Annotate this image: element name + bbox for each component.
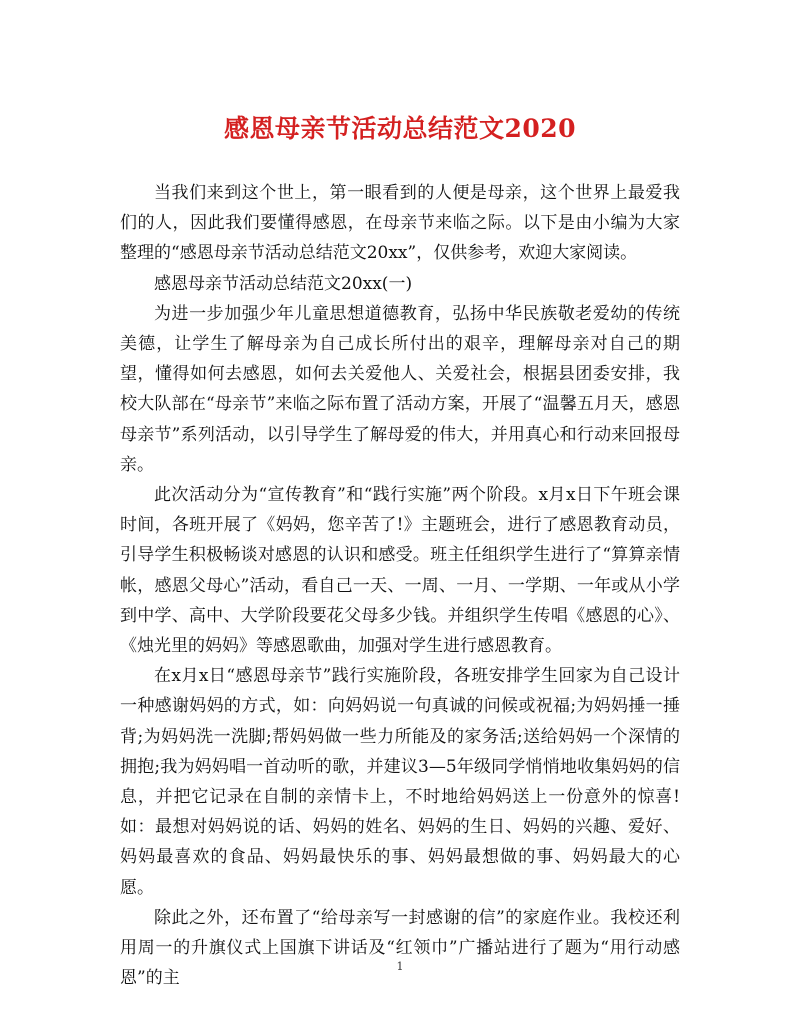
paragraph-practice: 在x月x日“感恩母亲节”践行实施阶段，各班安排学生回家为自己设计一种感谢妈妈的方式，如：向妈妈说一句真诚的问候或祝福;为妈妈捶一捶背;为妈妈洗一洗脚;帮妈妈做一些力所能及的家务活;送给妈妈一个深情的拥抱;我为妈妈唱一首动听的歌，并建议3—5年级同学悄悄地收集妈妈的信息，并把它记录在自制的亲情卡上，不时地给妈妈送上一份意外的惊喜!如：最想对妈妈说的话、妈妈的姓名、妈妈的生日、妈妈的兴趣、爱好、妈妈最喜欢的食品、妈妈最快乐的事、妈妈最想做的事、妈妈最大的心愿。 — [120, 666, 680, 898]
document-body — [120, 178, 680, 993]
paragraph-intro: 当我们来到这个世上，第一眼看到的人便是母亲，这个世界上最爱我们的人，因此我们要懂得感恩，在母亲节来临之际。以下是由小编为大家整理的“感恩母亲节活动总结范文20xx”，仅供参考，欢迎大家阅读。 — [120, 183, 680, 264]
page-number: 1 — [396, 960, 404, 973]
paragraph-stages: 此次活动分为“宣传教育”和“践行实施”两个阶段。x月x日下午班会课时间，各班开展了《妈妈，您辛苦了!》主题班会，进行了感恩教育动员，引导学生积极畅谈对感恩的认识和感受。班主任组织学生进行了“算算亲情帐，感恩父母心”活动，看自己一天、一周、一月、一学期、一年或从小学到中学、高中、大学阶段要花父母多少钱。并组织学生传唱《感恩的心》、《烛光里的妈妈》等感恩歌曲，加强对学生进行感恩教育。 — [120, 485, 680, 657]
paragraph-purpose: 为进一步加强少年儿童思想道德教育，弘扬中华民族敬老爱幼的传统美德，让学生了解母亲为自己成长所付出的艰辛，理解母亲对自己的期望，懂得如何去感恩，如何去关爱他人、关爱社会，根据县团委安排，我校大队部在“母亲节”来临之际布置了活动方案，开展了“温馨五月天，感恩母亲节”系列活动，以引导学生了解母爱的伟大，并用真心和行动来回报母亲。 — [120, 303, 680, 475]
paragraph-extra: 除此之外，还布置了“给母亲写一封感谢的信”的家庭作业。我校还利用周一的升旗仪式上国旗下讲话及“红领巾”广播站进行了题为“用行动感恩”的主 — [120, 907, 680, 989]
document-title: 感恩母亲节活动总结范文2020 — [223, 114, 577, 143]
paragraph-subheading: 感恩母亲节活动总结范文20xx(一) — [154, 273, 413, 294]
